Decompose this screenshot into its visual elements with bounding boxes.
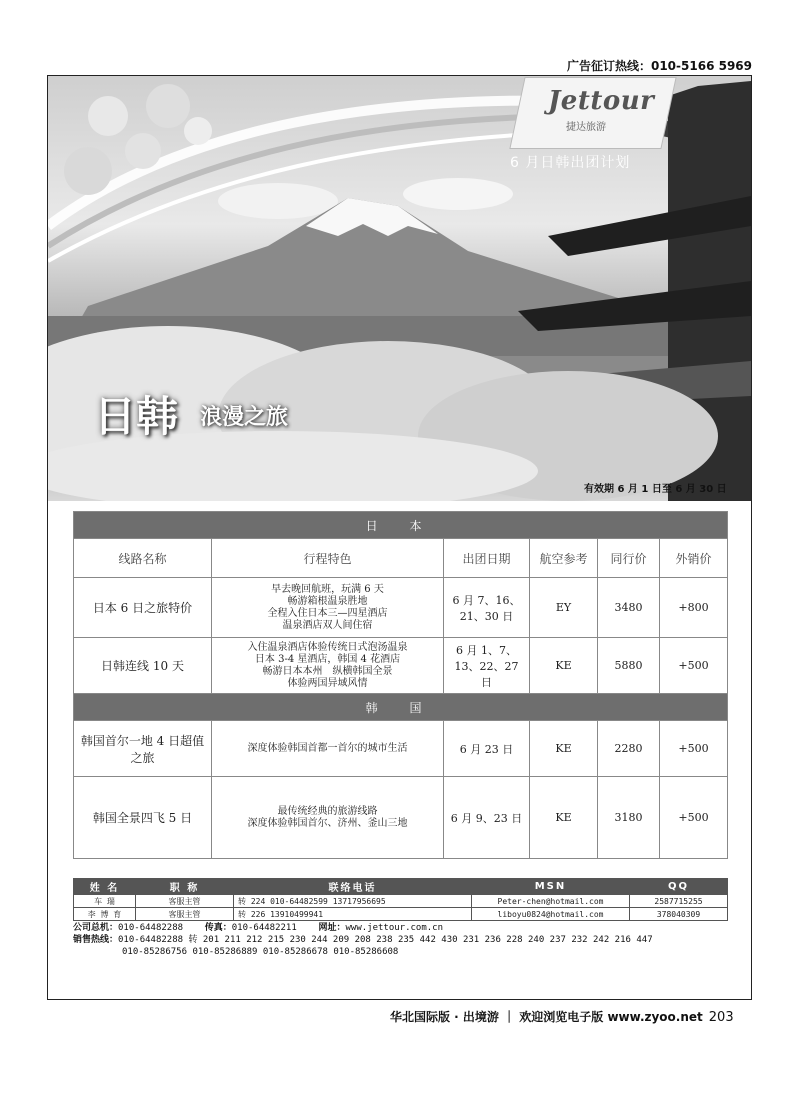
- table-row: [74, 721, 728, 777]
- website-label: 网址：: [318, 923, 346, 933]
- departure-date: 6 月 23 日: [444, 721, 530, 777]
- brand-subtitle: 捷达旅游: [566, 122, 606, 133]
- departure-date: 6 月 7、16、21、30 日: [444, 578, 530, 638]
- feature-line: 最传统经典的旅游线路: [277, 805, 378, 817]
- sales-hotline-1: 010-64482288 转 201 211 212 215 230 244 209 208 238 235 442 430 231 236 228 240 237 232 242 216 447: [118, 935, 653, 945]
- website-link[interactable]: www.jettour.com.cn: [345, 923, 444, 933]
- section-label: 韩 国: [74, 694, 728, 721]
- departure-date: 6 月 9、23 日: [444, 777, 530, 859]
- route-name: 韩国全景四飞 5 日: [74, 777, 212, 859]
- sales-hotline-2: 010-85286756 010-85286889 010-85286678 010-85286608: [122, 947, 399, 957]
- feature-line: 畅游箱根温泉胜地: [287, 595, 368, 607]
- page-number: 203: [708, 1010, 734, 1025]
- col-header-features: 行程特色: [212, 539, 444, 578]
- section-header-japan: [74, 512, 728, 539]
- feature-line: 畅游日本本州 纵横韩国全景: [262, 665, 393, 677]
- feature-line: 体验两国异域风情: [287, 677, 368, 689]
- company-line-1: [73, 922, 653, 934]
- airline: KE: [530, 721, 598, 777]
- airline: EY: [530, 578, 598, 638]
- route-name: 日韩连线 10 天: [74, 638, 212, 694]
- retail-markup: +500: [660, 777, 728, 859]
- contact-name: 车 瑞: [74, 895, 136, 908]
- contact-phone: 转 224 010-64482599 13717956695: [234, 895, 472, 908]
- airline: KE: [530, 638, 598, 694]
- col-header-date: 出团日期: [444, 539, 530, 578]
- footer-text: 华北国际版 · 出境游 ｜ 欢迎浏览电子版 www.zyoo.net: [390, 1010, 703, 1024]
- page-footer: [390, 1008, 734, 1025]
- brand-logo: Jettour: [548, 86, 655, 116]
- hero-banner: [48, 76, 751, 501]
- peer-price: 3180: [598, 777, 660, 859]
- table-row: [74, 638, 728, 694]
- contact-name: 李 博 育: [74, 908, 136, 921]
- route-features: [212, 638, 444, 694]
- col-header-peer-price: 同行价: [598, 539, 660, 578]
- contact-qq: 378040309: [630, 908, 728, 921]
- route-name: 韩国首尔一地 4 日超值之旅: [74, 721, 212, 777]
- col-header-airline: 航空参考: [530, 539, 598, 578]
- retail-markup: +500: [660, 638, 728, 694]
- contact-qq: 2587715255: [630, 895, 728, 908]
- company-line-2: [73, 934, 653, 946]
- contacts-col-phone: 联络电话: [234, 879, 472, 895]
- section-label: 日 本: [74, 512, 728, 539]
- fax-number: 010-64482211: [231, 923, 297, 933]
- company-line-3: [73, 946, 653, 958]
- ad-frame: [47, 75, 752, 1000]
- main-line-label: 公司总机：: [73, 923, 119, 933]
- main-line-number: 010-64482288: [118, 923, 184, 933]
- contacts-col-title: 职 称: [136, 879, 234, 895]
- ad-hotline: 广告征订热线：010-5166 5969: [566, 59, 752, 73]
- feature-line: 温泉酒店双人间住宿: [282, 619, 373, 631]
- airline: KE: [530, 777, 598, 859]
- fax-label: 传真：: [204, 923, 232, 933]
- validity-period: 有效期 6 月 1 日至 6 月 30 日: [584, 484, 727, 495]
- feature-line: 全程入住日本三—四星酒店: [267, 607, 388, 619]
- contact-row: [74, 908, 728, 921]
- table-row: [74, 777, 728, 859]
- feature-line: 日本 3-4 星酒店，韩国 4 花酒店: [254, 653, 401, 665]
- contact-phone: 转 226 13910499941: [234, 908, 472, 921]
- contacts-col-msn: MSN: [472, 879, 630, 895]
- contacts-header-row: [74, 879, 728, 895]
- routes-table: [73, 511, 728, 859]
- sales-hotline-label: 销售热线：: [73, 935, 119, 945]
- departure-date: 6 月 1、7、13、22、27 日: [444, 638, 530, 694]
- table-header-row: [74, 539, 728, 578]
- contact-title: 客服主管: [136, 895, 234, 908]
- route-features: [212, 578, 444, 638]
- contact-msn[interactable]: liboyu0824@hotmail.com: [472, 908, 630, 921]
- contact-msn[interactable]: Peter-chen@hotmail.com: [472, 895, 630, 908]
- section-header-korea: [74, 694, 728, 721]
- peer-price: 2280: [598, 721, 660, 777]
- feature-line: 深度体验韩国首尔、济州、釜山三地: [247, 817, 408, 829]
- peer-price: 5880: [598, 638, 660, 694]
- route-features: [212, 777, 444, 859]
- contact-title: 客服主管: [136, 908, 234, 921]
- contacts-col-name: 姓 名: [74, 879, 136, 895]
- route-name: 日本 6 日之旅特价: [74, 578, 212, 638]
- feature-line: 入住温泉酒店体验传统日式泡汤温泉: [247, 641, 408, 653]
- contacts-table: [73, 878, 728, 921]
- hero-title: 日韩: [94, 392, 179, 441]
- retail-markup: +500: [660, 721, 728, 777]
- retail-markup: +800: [660, 578, 728, 638]
- route-features: [212, 721, 444, 777]
- col-header-retail: 外销价: [660, 539, 728, 578]
- contacts-col-qq: QQ: [630, 879, 728, 895]
- feature-line: 深度体验韩国首都一首尔的城市生活: [247, 742, 408, 754]
- company-contacts: [73, 922, 653, 958]
- peer-price: 3480: [598, 578, 660, 638]
- plan-title: 6 月日韩出团计划: [510, 155, 631, 171]
- col-header-route: 线路名称: [74, 539, 212, 578]
- hero-subtitle: 浪漫之旅: [200, 405, 289, 430]
- table-row: [74, 578, 728, 638]
- feature-line: 早去晚回航班，玩满 6 天: [271, 583, 384, 595]
- contact-row: [74, 895, 728, 908]
